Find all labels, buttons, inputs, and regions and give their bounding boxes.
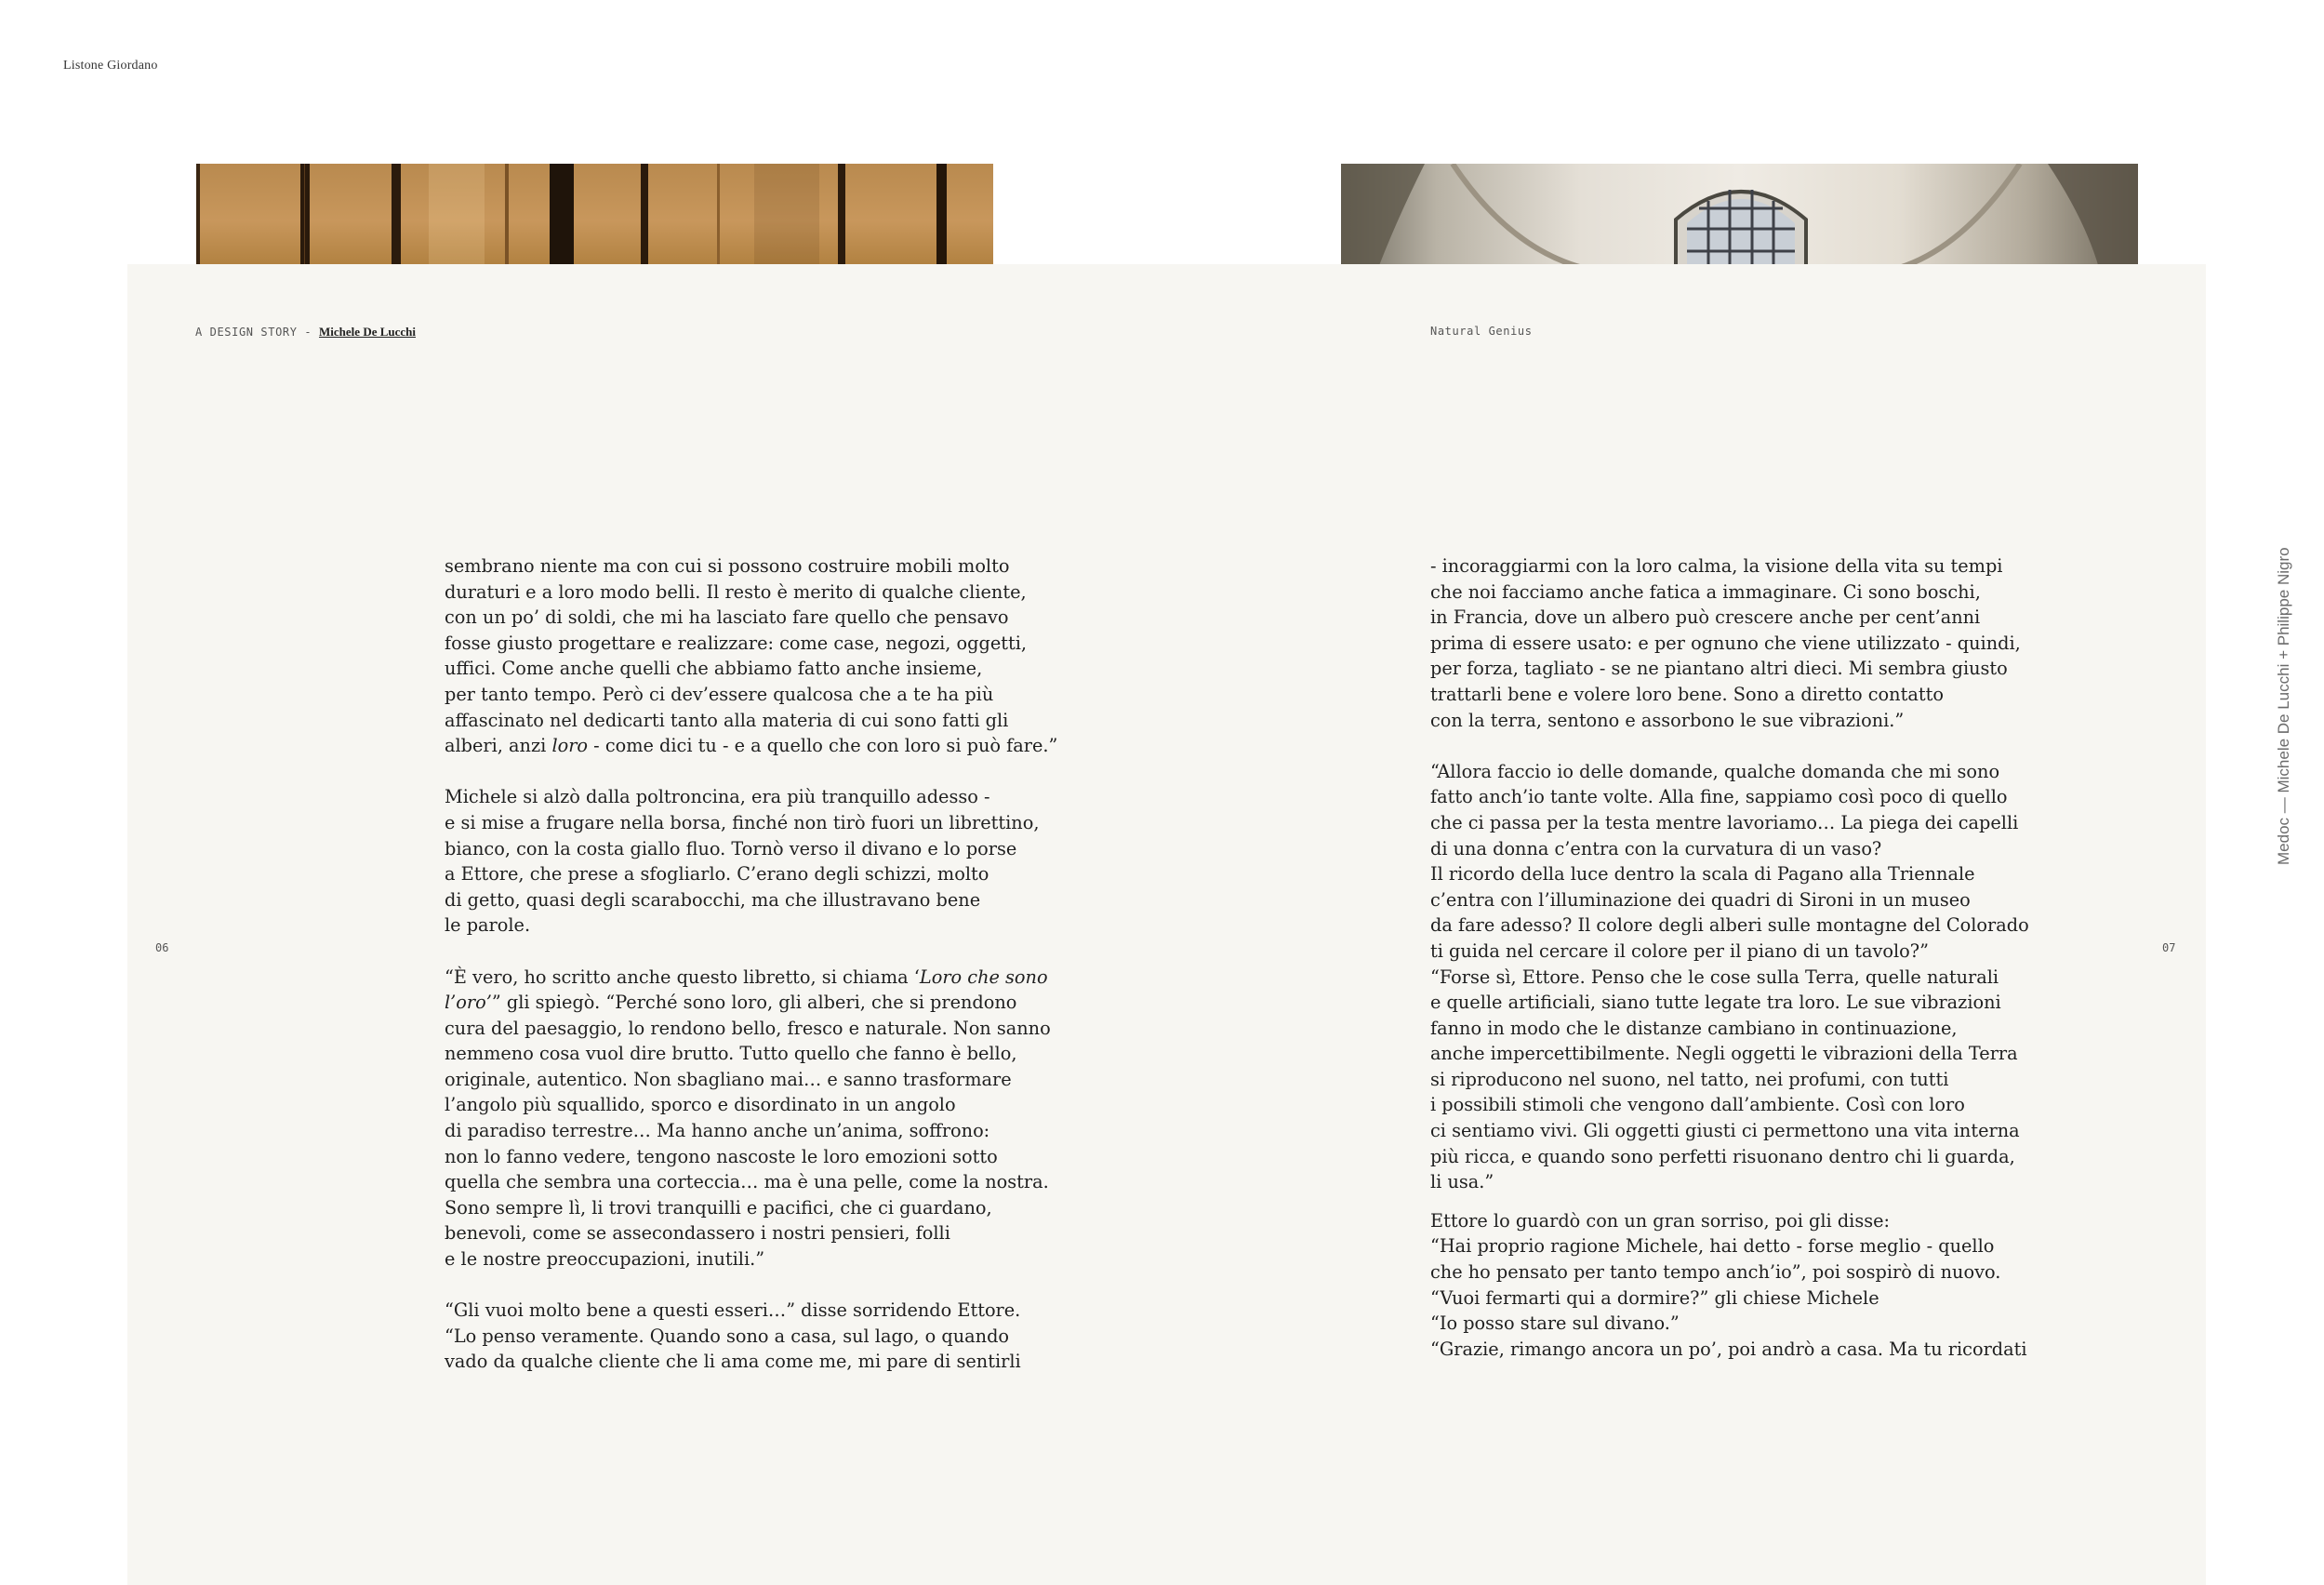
paragraph <box>445 1298 1096 1375</box>
text-segment: - incoraggiarmi con la loro calma, la visione della vita su tempi <box>1430 555 2003 577</box>
text-line <box>1430 553 2100 579</box>
text-segment: di getto, quasi degli scarabocchi, ma che illustravano bene <box>445 888 981 911</box>
text-segment: “Lo penso veramente. Quando sono a casa, sul lago, o quando <box>445 1325 1010 1347</box>
text-segment: con la terra, sentono e assorbono le sue vibrazioni.” <box>1430 709 1905 731</box>
text-segment: di paradiso terrestre… Ma hanno anche un’anima, soffrono: <box>445 1120 990 1142</box>
text-segment: ti guida nel cercare il colore per il piano di un tavolo?” <box>1430 939 1929 962</box>
text-segment: Michele si alzò dalla poltroncina, era più tranquillo adesso - <box>445 786 990 808</box>
text-line <box>445 1118 1096 1144</box>
text-segment: “Gli vuoi molto bene a questi esseri…” disse sorridendo Ettore. <box>445 1299 1021 1322</box>
paragraph <box>445 965 1096 1272</box>
text-column-right <box>1430 553 2100 1388</box>
text-segment: per tanto tempo. Però ci dev’essere qualcosa che a te ha più <box>445 683 994 705</box>
text-line <box>445 656 1096 682</box>
italic-text: l’oro’ <box>445 992 492 1014</box>
text-line <box>1430 605 2100 631</box>
text-line <box>445 1195 1096 1221</box>
text-segment: l’angolo più squallido, sporco e disordinato in un angolo <box>445 1094 956 1116</box>
text-line <box>1430 1233 2100 1259</box>
text-line <box>1430 631 2100 657</box>
text-line <box>445 887 1096 913</box>
text-segment: fatto anch’io tante volte. Alla fine, sappiamo così poco di quello <box>1430 786 2008 808</box>
text-segment: alberi, anzi <box>445 735 552 757</box>
text-segment: in Francia, dove un albero può crescere anche per cent’anni <box>1430 606 1981 629</box>
text-line <box>1430 1337 2100 1363</box>
italic-text: Loro che sono <box>919 966 1048 988</box>
text-line <box>445 1092 1096 1118</box>
text-segment: “Forse sì, Ettore. Penso che le cose sulla Terra, quelle naturali <box>1430 966 1999 988</box>
text-segment: sembrano niente ma con cui si possono costruire mobili molto <box>445 555 1010 577</box>
text-line <box>1430 784 2100 810</box>
text-line <box>445 1041 1096 1067</box>
text-segment: quella che sembra una corteccia… ma è una pelle, come la nostra. <box>445 1171 1049 1193</box>
text-line <box>445 682 1096 708</box>
text-segment: Sono sempre lì, li trovi tranquilli e pacifici, che ci guardano, <box>445 1196 992 1219</box>
text-segment: “Vuoi fermarti qui a dormire?” gli chiese Michele <box>1430 1286 1879 1309</box>
text-line <box>1430 579 2100 606</box>
text-line <box>445 784 1096 810</box>
paragraph <box>1430 553 2100 733</box>
paragraph <box>445 784 1096 939</box>
text-segment: ci sentiamo vivi. Gli oggetti giusti ci permettono una vita interna <box>1430 1120 2020 1142</box>
text-segment: e si mise a frugare nella borsa, finché non tirò fuori un librettino, <box>445 811 1040 833</box>
page-range <box>2251 0 2267 71</box>
text-segment: e le nostre preoccupazioni, inutili.” <box>445 1248 765 1271</box>
text-segment: “Hai proprio ragione Michele, hai detto - forse meglio - quello <box>1430 1235 1995 1258</box>
text-line <box>445 1169 1096 1195</box>
text-segment: originale, autentico. Non sbagliano mai… e sanno trasformare <box>445 1068 1012 1090</box>
text-line <box>1430 1144 2100 1170</box>
text-segment: - come dici tu - e a quello che con loro si può fare.” <box>588 735 1058 757</box>
text-segment: da fare adesso? Il colore degli alberi sulle montagne del Colorado <box>1430 914 2029 937</box>
window-illustration <box>1341 164 2138 268</box>
text-segment: a Ettore, che prese a sfogliarlo. C’erano degli schizzi, molto <box>445 863 989 886</box>
running-head-section: A DESIGN STORY - <box>195 326 320 339</box>
text-line <box>1430 1067 2100 1093</box>
text-line <box>1430 810 2100 836</box>
text-line <box>445 579 1096 606</box>
text-line <box>1430 1285 2100 1312</box>
text-line <box>1430 939 2100 965</box>
text-segment: anche impercettibilmente. Negli oggetti le vibrazioni della Terra <box>1430 1043 2018 1065</box>
text-line <box>445 708 1096 734</box>
paragraph <box>1430 759 2100 1195</box>
text-line <box>1430 990 2100 1016</box>
text-line <box>445 1144 1096 1170</box>
text-line <box>1430 1169 2100 1195</box>
text-segment: di una donna c’entra con la curvatura di un vaso? <box>1430 837 1882 859</box>
text-segment: fosse giusto progettare e realizzare: come case, negozi, oggetti, <box>445 632 1028 654</box>
wood-planks-photo <box>196 164 993 268</box>
text-line <box>1430 912 2100 939</box>
text-column-left <box>445 553 1096 1401</box>
text-line <box>445 1349 1096 1375</box>
text-line <box>445 733 1096 759</box>
text-segment: che ho pensato per tanto tempo anch’io”, poi sospirò di nuovo. <box>1430 1261 2001 1284</box>
text-segment: trattarli bene e volere loro bene. Sono a diretto contatto <box>1430 683 1944 705</box>
text-segment: con un po’ di soldi, che mi ha lasciato fare quello che pensavo <box>445 606 1009 629</box>
text-segment: prima di essere usato: e per ognuno che viene utilizzato - quindi, <box>1430 632 2021 654</box>
text-segment: che ci passa per la testa mentre lavoriamo… La piega dei capelli <box>1430 811 2019 833</box>
text-line <box>1430 1016 2100 1042</box>
paragraph <box>1430 1208 2100 1363</box>
text-line <box>445 836 1096 862</box>
text-segment: fanno in modo che le distanze cambiano in continuazione, <box>1430 1017 1958 1039</box>
text-segment: per forza, tagliato - se ne piantano altri dieci. Mi sembra giusto <box>1430 658 2008 680</box>
text-line <box>445 1246 1096 1272</box>
text-segment: i possibili stimoli che vengono dall’ambiente. Così con loro <box>1430 1094 1965 1116</box>
text-segment: duraturi e a loro modo belli. Il resto è merito di qualche cliente, <box>445 580 1027 603</box>
running-head-right: Natural Genius <box>1430 325 1533 338</box>
running-head-left <box>195 325 416 340</box>
text-segment: vado da qualche cliente che li ama come me, mi pare di sentirli <box>445 1351 1021 1373</box>
text-line <box>445 605 1096 631</box>
text-segment: “Allora faccio io delle domande, qualche domanda che mi sono <box>1430 760 2000 782</box>
text-segment: li usa.” <box>1430 1171 1494 1193</box>
paragraph <box>445 553 1096 759</box>
text-segment: c’entra con l’illuminazione dei quadri di Sironi in un museo <box>1430 888 1971 911</box>
text-segment: ” gli spiegò. “Perché sono loro, gli alberi, che si prendono <box>491 992 1017 1014</box>
text-segment: non lo fanno vedere, tengono nascoste le loro emozioni sotto <box>445 1145 998 1167</box>
text-line <box>445 810 1096 836</box>
vaulted-ceiling-window-photo <box>1341 164 2138 268</box>
text-line <box>445 861 1096 887</box>
text-segment: Il ricordo della luce dentro la scala di Pagano alla Triennale <box>1430 863 1975 886</box>
text-segment: si riproducono nel suono, nel tatto, nei profumi, con tutti <box>1430 1068 1949 1090</box>
text-line <box>445 1324 1096 1350</box>
text-segment: “Io posso stare sul divano.” <box>1430 1312 1680 1335</box>
text-segment: uffici. Come anche quelli che abbiamo fatto anche insieme, <box>445 658 983 680</box>
page-number-right: 07 <box>2162 941 2176 954</box>
text-segment: che noi facciamo anche fatica a immaginare. Ci sono boschi, <box>1430 580 1981 603</box>
text-segment: cura del paesaggio, lo rendono bello, fresco e naturale. Non sanno <box>445 1017 1051 1039</box>
text-line <box>1430 656 2100 682</box>
text-segment: benevoli, come se assecondassero i nostri pensieri, folli <box>445 1222 950 1245</box>
product-credit: Medoc — Michele De Lucchi + Philippe Nigro <box>2275 547 2292 865</box>
running-head-author[interactable]: Michele De Lucchi <box>319 325 417 339</box>
text-line <box>1430 682 2100 708</box>
text-line <box>1430 759 2100 785</box>
text-segment: “Grazie, rimango ancora un po’, poi andrò a casa. Ma tu ricordati <box>1430 1338 2027 1360</box>
text-line <box>1430 1311 2100 1337</box>
text-segment: più ricca, e quando sono perfetti risuonano dentro chi li guarda, <box>1430 1145 2015 1167</box>
text-segment: bianco, con la costa giallo fluo. Tornò verso il divano e lo porse <box>445 837 1017 859</box>
text-line <box>1430 965 2100 991</box>
text-line <box>1430 861 2100 887</box>
text-line <box>445 990 1096 1016</box>
text-line <box>445 1016 1096 1042</box>
italic-text: loro <box>551 735 589 757</box>
text-line <box>445 631 1096 657</box>
text-segment: e quelle artificiali, siano tutte legate tra loro. Le sue vibrazioni <box>1430 992 2001 1014</box>
page-number-left: 06 <box>155 941 169 954</box>
text-line <box>445 965 1096 991</box>
text-segment: nemmeno cosa vuol dire brutto. Tutto quello che fanno è bello, <box>445 1043 1017 1065</box>
text-line <box>445 553 1096 579</box>
brand-name: Listone Giordano <box>63 59 158 73</box>
text-segment: Ettore lo guardò con un gran sorriso, poi gli disse: <box>1430 1209 1891 1232</box>
text-line <box>445 912 1096 939</box>
text-line <box>1430 836 2100 862</box>
text-line <box>1430 1208 2100 1234</box>
text-line <box>1430 887 2100 913</box>
text-line <box>1430 1092 2100 1118</box>
text-line <box>445 1298 1096 1324</box>
text-line <box>1430 708 2100 734</box>
text-line <box>445 1220 1096 1246</box>
text-segment: “È vero, ho scritto anche questo libretto, si chiama ‘ <box>445 966 920 988</box>
text-segment: le parole. <box>445 914 531 937</box>
text-line <box>445 1067 1096 1093</box>
text-line <box>1430 1259 2100 1285</box>
text-segment: affascinato nel dedicarti tanto alla materia di cui sono fatti gli <box>445 709 1009 731</box>
text-line <box>1430 1118 2100 1144</box>
text-line <box>1430 1041 2100 1067</box>
